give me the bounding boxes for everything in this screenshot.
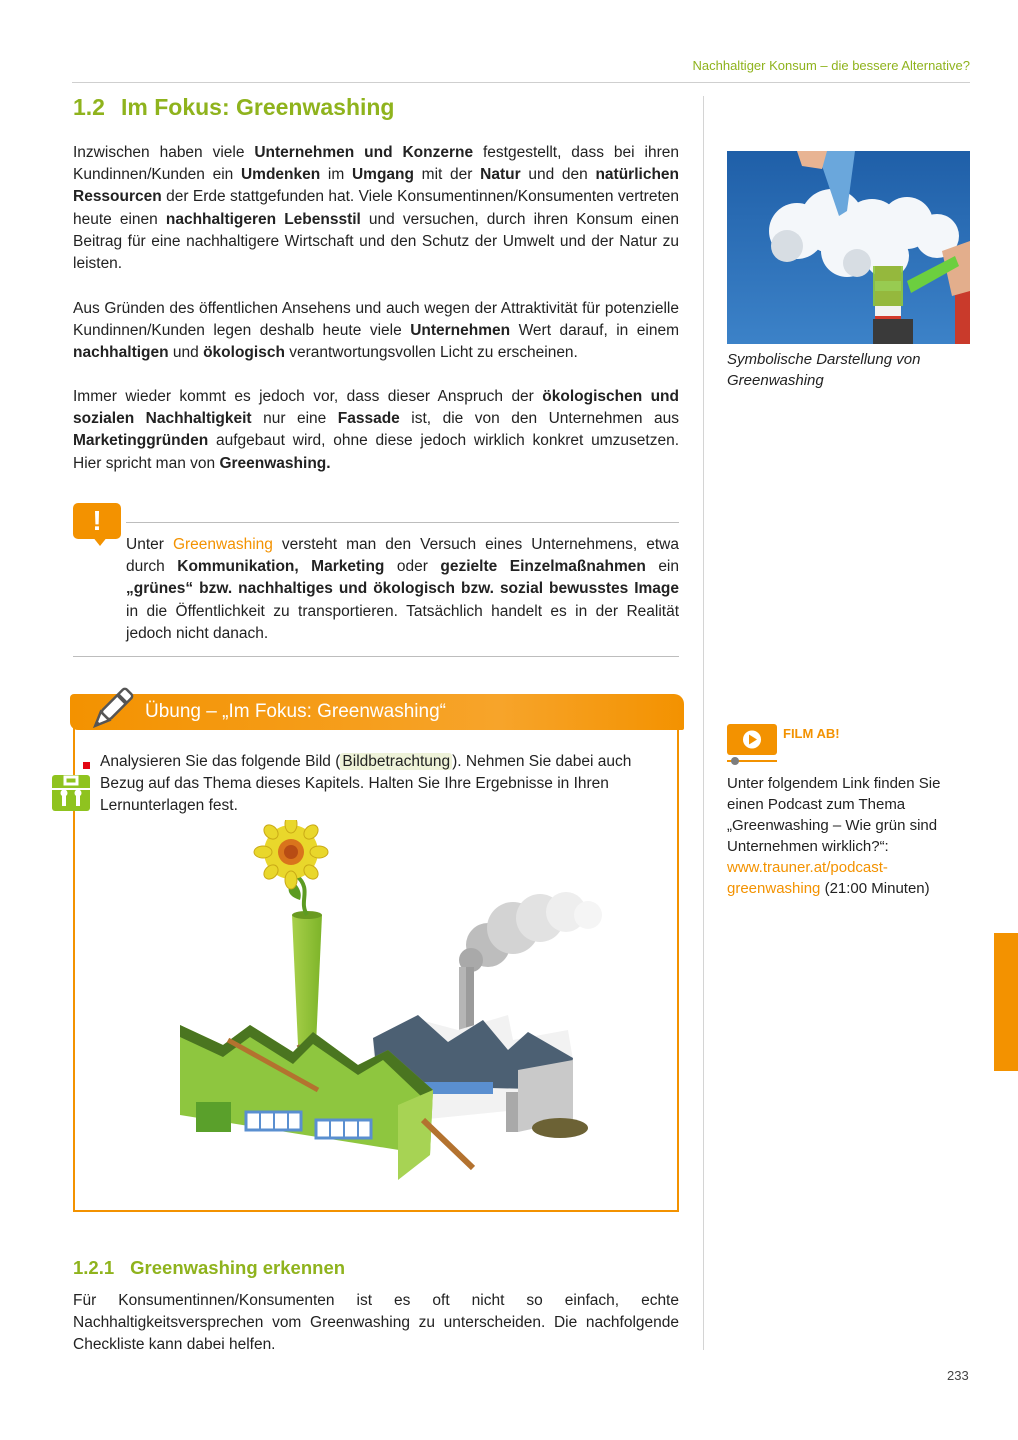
bold-term: Greenwashing. bbox=[219, 454, 331, 472]
bold-term: ökologisch bbox=[203, 344, 285, 362]
paragraph-2: Aus Gründen des öffentlichen Ansehens und auch wegen der Attraktivität für potenzielle Kundinnen/Kunden legen deshalb heute viele Unternehmen Wert darauf, in einem nachhaltigen und ökologisch verantwortungsvollen Licht zu erscheinen. bbox=[73, 300, 680, 362]
podcast-link[interactable]: www.trauner.at/podcast-greenwashing bbox=[727, 859, 888, 897]
section-title: Im Fokus: Greenwashing bbox=[120, 94, 395, 120]
chapter-tab bbox=[994, 933, 1018, 1071]
bold-term: Natur bbox=[480, 166, 521, 184]
header-divider bbox=[72, 82, 970, 83]
definition-text: Unter Greenwashing versteht man den Versuch eines Unternehmens, etwa durch Kommunikation, Marketing oder gezielte Einzelmaßnahmen ein „grünes“ bzw. nachhaltiges und ökologisch bzw. sozial bewusstes Image in die Öffentlichkeit zu transportieren. Tatsächlich handelt es in der Realität jedoch nicht danach. bbox=[126, 536, 679, 642]
bold-term: Fassade bbox=[337, 410, 400, 428]
exercise-title: Übung – „Im Fokus: Greenwashing“ bbox=[145, 701, 446, 722]
subsection-text: Für Konsumentinnen/Konsumenten ist es oft nicht so einfach, echte Nachhaltigkeitsversprechen vom Greenwashing zu unterscheiden. Die nachfolgende Checkliste kann dabei helfen. bbox=[73, 1292, 679, 1354]
bold-term: nachhaltigen bbox=[73, 344, 169, 362]
bold-term: Unternehmen und Konzerne bbox=[254, 144, 474, 161]
film-intro: Unter folgendem Link finden Sie einen Podcast zum Thema „Greenwashing – Wie grün sind Unternehmen wirklich?“: bbox=[727, 775, 941, 855]
film-label: FILM AB! bbox=[783, 726, 840, 741]
bold-term: natürlichen Ressourcen bbox=[73, 166, 680, 206]
bold-term: Umdenken bbox=[240, 166, 321, 184]
paragraph-3: Immer wieder kommt es jedoch vor, dass dieser Anspruch der ökologischen und sozialen Nachhaltigkeit nur eine Fassade ist, die von den Unternehmen aus Marketinggründen aufgebaut wird, ohne diese jedoch wirklich konkret umzusetzen. Hier spricht man von Greenwashing. bbox=[73, 388, 679, 472]
definition-bottom-rule bbox=[73, 656, 679, 657]
exclamation-mark: ! bbox=[92, 505, 102, 536]
sunflower bbox=[254, 820, 328, 915]
bold-term: ökologischen und sozialen Nachhaltigkeit bbox=[73, 388, 679, 428]
section-heading bbox=[73, 94, 394, 121]
subsection-number: 1.2.1 bbox=[73, 1257, 115, 1278]
column-divider bbox=[703, 96, 704, 1350]
bold-term: Unternehmen bbox=[410, 322, 511, 340]
bold-term: „grünes“ bzw. nachhaltiges und ökologisch bzw. sozial bewusstes Image bbox=[126, 580, 679, 598]
highlight-term: Greenwashing bbox=[172, 536, 273, 553]
film-description bbox=[727, 773, 962, 899]
bold-term: gezielte Einzelmaßnahmen bbox=[440, 558, 646, 576]
factory-illustration bbox=[168, 820, 608, 1205]
running-header: Nachhaltiger Konsum – die bessere Alternative? bbox=[692, 58, 970, 73]
bold-term: Umgang bbox=[351, 166, 414, 184]
page-number: 233 bbox=[947, 1368, 969, 1383]
exercise-task-before: Analysieren Sie das folgende Bild ( bbox=[100, 753, 341, 770]
bildbetrachtung-link[interactable]: Bildbetrachtung bbox=[342, 753, 451, 770]
toolbox-icon bbox=[52, 775, 90, 811]
bold-term: Kommunikation, Marketing bbox=[177, 558, 385, 576]
film-icon bbox=[727, 724, 777, 755]
exercise-task bbox=[100, 751, 668, 818]
greenwashing-photo bbox=[727, 151, 970, 344]
photo-caption: Symbolische Darstellung von Greenwashing bbox=[727, 351, 921, 389]
section-number: 1.2 bbox=[73, 94, 105, 120]
exclamation-icon-tail bbox=[92, 536, 108, 546]
bullet-marker bbox=[83, 762, 90, 769]
pen-icon bbox=[85, 686, 135, 736]
exercise-task-after: ). Nehmen Sie dabei auch Bezug auf das Thema dieses Kapitels. Halten Sie Ihre Ergebnisse in Ihren Lernunterlagen fest. bbox=[100, 753, 632, 815]
bold-term: Marketinggründen bbox=[73, 432, 209, 450]
puddle bbox=[532, 1118, 588, 1138]
film-icon-dot bbox=[731, 757, 739, 765]
film-duration: (21:00 Minuten) bbox=[824, 880, 930, 897]
subsection-heading bbox=[73, 1257, 345, 1279]
paragraph-1: Inzwischen haben viele Unternehmen und Konzerne festgestellt, dass bei ihren Kundinnen/Kunden ein Umdenken im Umgang mit der Natur und den natürlichen Ressourcen der Erde stattgefunden hat. Viele Konsumentinnen/Konsumenten vertreten heute einen nachhaltigeren Lebensstil und versuchen, durch ihren Konsum einen Beitrag für eine nachhaltigere Wirtschaft und den Schutz der Umwelt und der Natur zu leisten. bbox=[73, 144, 680, 273]
smoke-cloud bbox=[459, 892, 602, 972]
definition-top-rule bbox=[126, 522, 679, 523]
bold-term: nachhaltigeren Lebensstil bbox=[165, 210, 361, 228]
subsection-title: Greenwashing erkennen bbox=[130, 1257, 346, 1278]
